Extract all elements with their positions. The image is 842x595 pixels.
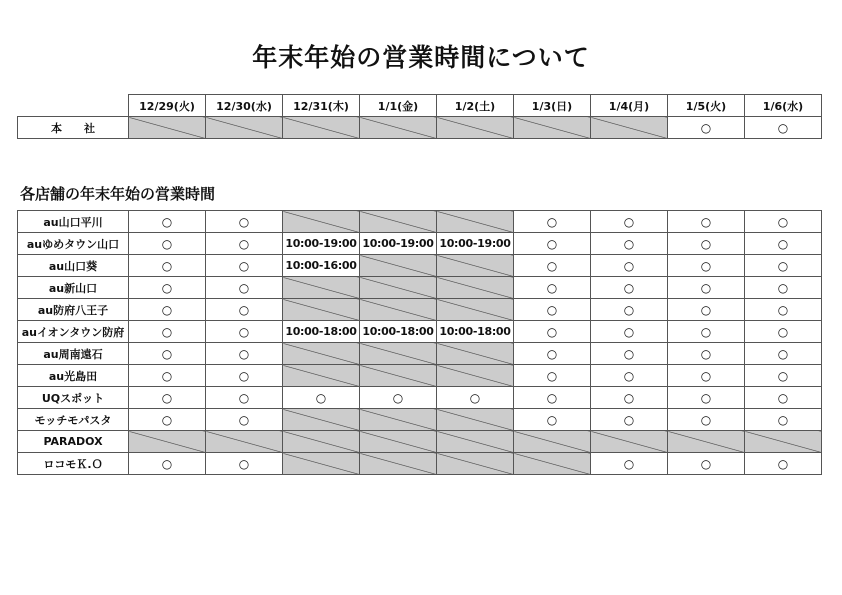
open-cell: ○ — [668, 387, 745, 409]
closed-cell — [129, 117, 206, 139]
date-header: 12/31(木) — [283, 95, 360, 117]
open-cell: ○ — [206, 365, 283, 387]
closed-cell — [206, 117, 283, 139]
open-cell: ○ — [206, 409, 283, 431]
open-cell: ○ — [514, 365, 591, 387]
open-cell: ○ — [129, 343, 206, 365]
closed-cell — [668, 431, 745, 453]
open-cell: ○ — [745, 343, 822, 365]
open-cell: ○ — [206, 211, 283, 233]
hours-cell: 10:00-19:00 — [283, 233, 360, 255]
closed-cell — [360, 343, 437, 365]
open-cell: ○ — [206, 299, 283, 321]
closed-cell — [283, 409, 360, 431]
hours-cell: 10:00-18:00 — [360, 321, 437, 343]
open-cell: ○ — [591, 299, 668, 321]
open-cell: ○ — [668, 255, 745, 277]
open-cell: ○ — [129, 365, 206, 387]
store-name: auゆめタウン山口 — [18, 233, 129, 255]
open-cell: ○ — [360, 387, 437, 409]
closed-cell — [206, 431, 283, 453]
open-cell: ○ — [745, 409, 822, 431]
closed-cell — [437, 365, 514, 387]
open-cell: ○ — [745, 277, 822, 299]
open-cell: ○ — [591, 255, 668, 277]
stores-table — [17, 210, 822, 475]
open-cell: ○ — [668, 211, 745, 233]
open-cell: ○ — [129, 299, 206, 321]
open-cell: ○ — [129, 277, 206, 299]
store-name: au山口葵 — [18, 255, 129, 277]
open-cell: ○ — [668, 299, 745, 321]
store-row — [18, 431, 822, 453]
open-cell: ○ — [591, 453, 668, 475]
hours-cell: 10:00-19:00 — [360, 233, 437, 255]
closed-cell — [591, 117, 668, 139]
open-cell: ○ — [668, 343, 745, 365]
closed-cell — [283, 343, 360, 365]
closed-cell — [360, 431, 437, 453]
closed-cell — [283, 277, 360, 299]
closed-cell — [437, 431, 514, 453]
date-header: 1/3(日) — [514, 95, 591, 117]
hours-cell: 10:00-18:00 — [283, 321, 360, 343]
store-name: au周南遠石 — [18, 343, 129, 365]
open-cell: ○ — [591, 343, 668, 365]
open-cell: ○ — [514, 387, 591, 409]
open-cell: ○ — [591, 409, 668, 431]
open-cell: ○ — [668, 233, 745, 255]
date-header: 12/30(水) — [206, 95, 283, 117]
closed-cell — [360, 277, 437, 299]
open-cell: ○ — [745, 299, 822, 321]
open-cell: ○ — [206, 343, 283, 365]
closed-cell — [360, 365, 437, 387]
closed-cell — [514, 431, 591, 453]
open-cell: ○ — [437, 387, 514, 409]
open-cell: ○ — [745, 211, 822, 233]
open-cell: ○ — [745, 365, 822, 387]
store-row — [18, 211, 822, 233]
closed-cell — [360, 453, 437, 475]
stores-section-title: 各店舗の年末年始の営業時間 — [20, 185, 216, 203]
closed-cell — [591, 431, 668, 453]
open-cell: ○ — [591, 365, 668, 387]
closed-cell — [360, 117, 437, 139]
open-cell: ○ — [514, 409, 591, 431]
date-header: 1/4(月) — [591, 95, 668, 117]
closed-cell — [283, 211, 360, 233]
open-cell: ○ — [206, 453, 283, 475]
open-cell: ○ — [591, 321, 668, 343]
store-row — [18, 343, 822, 365]
closed-cell — [283, 365, 360, 387]
closed-cell — [283, 117, 360, 139]
open-cell: ○ — [206, 233, 283, 255]
closed-cell — [360, 211, 437, 233]
open-cell: ○ — [745, 255, 822, 277]
open-cell: ○ — [668, 117, 745, 139]
store-name: ロコモＫ.Ｏ — [18, 453, 129, 475]
date-header: 1/5(火) — [668, 95, 745, 117]
open-cell: ○ — [668, 321, 745, 343]
closed-cell — [437, 343, 514, 365]
store-row — [18, 299, 822, 321]
store-row — [18, 409, 822, 431]
headquarters-table — [17, 94, 822, 139]
closed-cell — [514, 453, 591, 475]
open-cell: ○ — [129, 255, 206, 277]
hours-cell: 10:00-19:00 — [437, 233, 514, 255]
open-cell: ○ — [514, 343, 591, 365]
store-name: auイオンタウン防府 — [18, 321, 129, 343]
open-cell: ○ — [514, 211, 591, 233]
closed-cell — [360, 299, 437, 321]
closed-cell — [437, 211, 514, 233]
open-cell: ○ — [668, 365, 745, 387]
store-row — [18, 365, 822, 387]
open-cell: ○ — [591, 211, 668, 233]
closed-cell — [360, 255, 437, 277]
open-cell: ○ — [514, 233, 591, 255]
closed-cell — [283, 299, 360, 321]
date-header: 1/6(水) — [745, 95, 822, 117]
open-cell: ○ — [745, 453, 822, 475]
closed-cell — [360, 409, 437, 431]
open-cell: ○ — [514, 321, 591, 343]
store-name: au山口平川 — [18, 211, 129, 233]
hours-cell: 10:00-18:00 — [437, 321, 514, 343]
date-header-row — [18, 95, 822, 117]
store-name: au新山口 — [18, 277, 129, 299]
store-name: au防府八王子 — [18, 299, 129, 321]
closed-cell — [514, 117, 591, 139]
headquarters-row — [18, 117, 822, 139]
open-cell: ○ — [668, 277, 745, 299]
open-cell: ○ — [283, 387, 360, 409]
closed-cell — [437, 299, 514, 321]
store-name: PARADOX — [18, 431, 129, 453]
store-row — [18, 277, 822, 299]
open-cell: ○ — [129, 321, 206, 343]
date-header: 1/2(土) — [437, 95, 514, 117]
open-cell: ○ — [129, 409, 206, 431]
closed-cell — [437, 117, 514, 139]
corner-cell — [18, 95, 129, 117]
open-cell: ○ — [129, 453, 206, 475]
open-cell: ○ — [206, 277, 283, 299]
page-title: 年末年始の営業時間について — [252, 43, 590, 72]
open-cell: ○ — [668, 409, 745, 431]
closed-cell — [437, 409, 514, 431]
open-cell: ○ — [129, 211, 206, 233]
closed-cell — [745, 431, 822, 453]
store-name: au光島田 — [18, 365, 129, 387]
open-cell: ○ — [745, 387, 822, 409]
open-cell: ○ — [745, 321, 822, 343]
store-row — [18, 233, 822, 255]
date-header: 12/29(火) — [129, 95, 206, 117]
open-cell: ○ — [514, 255, 591, 277]
closed-cell — [437, 453, 514, 475]
open-cell: ○ — [514, 277, 591, 299]
open-cell: ○ — [668, 453, 745, 475]
store-row — [18, 453, 822, 475]
hours-cell: 10:00-16:00 — [283, 255, 360, 277]
store-name: UQスポット — [18, 387, 129, 409]
open-cell: ○ — [206, 255, 283, 277]
open-cell: ○ — [591, 233, 668, 255]
closed-cell — [283, 453, 360, 475]
open-cell: ○ — [745, 117, 822, 139]
open-cell: ○ — [591, 387, 668, 409]
open-cell: ○ — [129, 233, 206, 255]
open-cell: ○ — [129, 387, 206, 409]
store-row — [18, 321, 822, 343]
closed-cell — [437, 277, 514, 299]
open-cell: ○ — [591, 277, 668, 299]
row-label: 本 社 — [18, 117, 129, 139]
closed-cell — [283, 431, 360, 453]
open-cell: ○ — [206, 387, 283, 409]
open-cell: ○ — [745, 233, 822, 255]
store-name: モッチモパスタ — [18, 409, 129, 431]
date-header: 1/1(金) — [360, 95, 437, 117]
open-cell: ○ — [514, 299, 591, 321]
closed-cell — [437, 255, 514, 277]
open-cell: ○ — [206, 321, 283, 343]
closed-cell — [129, 431, 206, 453]
store-row — [18, 387, 822, 409]
store-row — [18, 255, 822, 277]
